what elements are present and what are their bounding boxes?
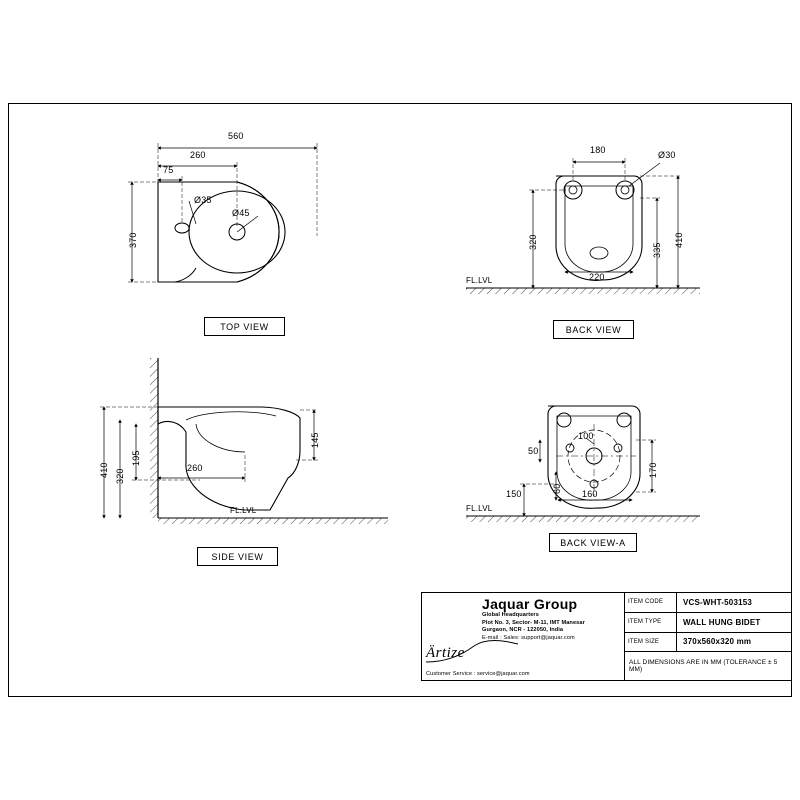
dim-backa-floor-level: FL.LVL	[466, 504, 493, 513]
dim-top-hole-45: Ø45	[232, 208, 250, 218]
label-back-view	[553, 320, 634, 339]
title-block-row-item-size	[625, 633, 791, 653]
item-code-key: ITEM CODE	[625, 593, 677, 612]
label-back-view-text: BACK VIEW	[565, 324, 622, 335]
dim-back-320: 320	[528, 234, 538, 250]
dim-back-335: 335	[652, 242, 662, 258]
label-top-view-text: TOP VIEW	[220, 321, 269, 332]
company-address-line-1: Global Headquarters	[482, 612, 539, 618]
tolerance-note: ALL DIMENSIONS ARE IN MM (TOLERANCE ± 5 MM)	[629, 659, 778, 674]
title-block-fields	[625, 593, 791, 680]
item-type-value: WALL HUNG BIDET	[683, 617, 761, 627]
dim-side-145: 145	[310, 432, 320, 448]
dim-side-260: 260	[187, 463, 203, 473]
company-address-line-2: Plot No. 3, Sector- M-11, IMT Manesar	[482, 619, 585, 626]
dim-backa-160: 160	[582, 489, 598, 499]
title-block	[421, 592, 792, 681]
dim-side-410: 410	[99, 462, 109, 478]
label-top-view	[204, 317, 285, 336]
label-back-view-a-text: BACK VIEW-A	[560, 537, 626, 548]
company-address-line-3: Gurgaon, NCR - 122050, India	[482, 627, 564, 634]
title-block-row-item-code	[625, 593, 791, 613]
label-back-view-a	[549, 533, 637, 552]
dim-back-410: 410	[674, 232, 684, 248]
dim-back-floor-level: FL.LVL	[466, 276, 493, 285]
company-email-line: E-mail : Sales: support@jaquar.com	[482, 634, 575, 641]
title-block-row-item-type	[625, 613, 791, 633]
item-size-value: 370x560x320 mm	[683, 637, 752, 647]
item-size-key: ITEM SIZE	[625, 633, 677, 652]
dim-side-320: 320	[115, 468, 125, 484]
dim-top-overall-width: 560	[228, 131, 244, 141]
dim-top-260: 260	[190, 150, 206, 160]
label-side-view	[197, 547, 278, 566]
customer-service-line: Customer Service : service@jaquar.com	[426, 671, 530, 677]
dim-backa-150: 150	[506, 489, 522, 499]
dim-back-180: 180	[590, 145, 606, 155]
dim-side-195: 195	[131, 450, 141, 466]
dim-top-depth: 370	[128, 232, 138, 248]
label-side-view-text: SIDE VIEW	[211, 551, 264, 562]
dim-backa-60: 60	[552, 483, 562, 494]
company-name: Jaquar Group	[482, 596, 578, 612]
dim-top-hole-35: Ø35	[194, 195, 212, 205]
dim-back-bolt-dia: Ø30	[658, 150, 676, 160]
artize-brand-name: Ärtize	[426, 645, 465, 661]
item-type-key: ITEM TYPE	[625, 613, 677, 632]
dim-side-floor-level: FL.LVL	[230, 506, 257, 515]
title-block-company	[422, 593, 625, 680]
dim-back-220: 220	[589, 272, 605, 282]
dim-backa-170: 170	[648, 462, 658, 478]
dim-backa-50: 50	[528, 446, 539, 456]
dim-backa-100: 100	[578, 431, 594, 441]
dim-top-75: 75	[163, 165, 174, 175]
item-code-value: VCS-WHT-503153	[683, 597, 753, 607]
